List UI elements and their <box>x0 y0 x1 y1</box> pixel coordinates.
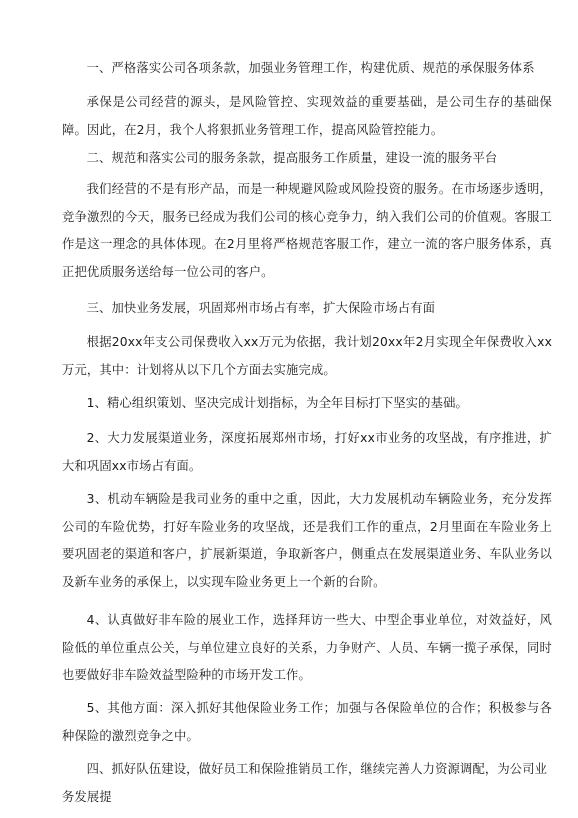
section-heading-2: 二、规范和落实公司的服务条款，提高服务工作质量，建设一流的服务平台 <box>86 151 498 165</box>
paragraph-1: 承保是公司经营的源头，是风险管控、实现效益的重要基础，是公司生存的基础保障。因此，在2月，我个人将狠抓业务管理工作，提高风险管控能力。 <box>62 95 552 137</box>
section-heading-1: 一、严格落实公司各项条款，加强业务管理工作，构建优质、规范的承保服务体系 <box>86 61 535 75</box>
list-item-2: 2、大力发展渠道业务，深度拓展郑州市场，打好xx市业务的攻坚战，有序推进，扩大和巩固xx市场占有面。 <box>62 431 552 473</box>
paragraph-2: 我们经营的不是有形产品，而是一种规避风险或风险投资的服务。在市场逐步透明，竞争激烈的今天，服务已经成为我们公司的核心竞争力，纳入我们公司的价值观。客服工作是这一理念的具体体现。在2月里将严格规范客服工作，建立一流的客户服务体系，真正把优质服务送给每一位公司的客户。 <box>62 182 552 279</box>
list-item-1: 1、精心组织策划、坚决完成计划指标，为全年目标打下坚实的基础。 <box>86 396 468 410</box>
section-heading-3: 三、加快业务发展，巩固郑州市场占有率，扩大保险市场占有面 <box>86 301 436 315</box>
paragraph-3: 根据20xx年支公司保费收入xx万元为依据，我计划20xx年2月实现全年保费收入xx万元，其中：计划将从以下几个方面去实施完成。 <box>62 335 552 377</box>
list-item-5: 5、其他方面：深入抓好其他保险业务工作；加强与各保险单位的合作；积极参与各种保险的激烈竞争之中。 <box>62 701 552 743</box>
list-item-3: 3、机动车辆险是我司业务的重中之重，因此，大力发展机动车辆险业务，充分发挥公司的车险优势，打好车险业务的攻坚战，还是我们工作的重点，2月里面在车险业务上要巩固老的渠道和客户，扩展新渠道，争取新客户，侧重点在发展渠道业务、车队业务以及新车业务的承保上，以实现车险业务更上一个新的台阶。 <box>62 492 552 589</box>
list-item-4: 4、认真做好非车险的展业工作，选择拜访一些大、中型企事业单位，对效益好，风险低的单位重点公关，与单位建立良好的关系，力争财产、人员、车辆一揽子承保，同时也要做好非车险效益型险种的市场开发工作。 <box>62 613 552 683</box>
section-heading-4: 四、抓好队伍建设，做好员工和保险推销员工作，继续完善人力资源调配，为公司业务发展提 <box>62 762 548 804</box>
